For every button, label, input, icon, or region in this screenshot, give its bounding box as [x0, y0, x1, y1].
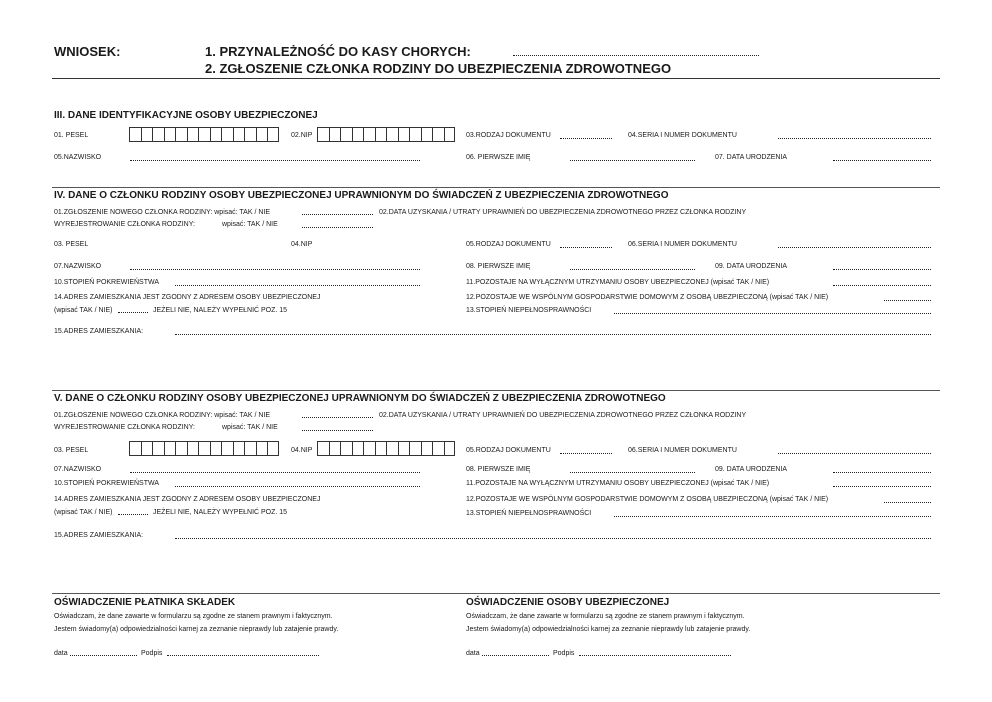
s5-dependent-field[interactable] [833, 486, 931, 487]
s4-deregistration-label: WYREJESTROWANIE CZŁONKA RODZINY: [54, 221, 195, 228]
kasa-chorych-field[interactable] [513, 55, 759, 56]
s5-doc-number-field[interactable] [778, 453, 931, 454]
s5-kinship-field[interactable] [175, 486, 420, 487]
s3-birth-date-field[interactable] [833, 160, 931, 161]
s4-new-member-label: 01.ZGŁOSZENIE NOWEGO CZŁONKA RODZINY: wpisać: TAK / NIE [54, 209, 271, 216]
insured-declaration-title: OŚWIADCZENIE OSOBY UBEZPIECZONEJ [466, 597, 670, 608]
s4-surname-label: 07.NAZWISKO [54, 263, 102, 270]
section-3-title: III. DANE IDENTYFIKACYJNE OSOBY UBEZPIECZONEJ [54, 110, 318, 121]
s4-household-field[interactable] [884, 300, 931, 301]
s3-birth-date-label: 07. DATA URODZENIA [715, 154, 788, 161]
s4-doc-number-field[interactable] [778, 247, 931, 248]
s4-address-hint2: JEŻELI NIE, NALEŻY WYPEŁNIĆ POZ. 15 [153, 307, 288, 314]
section-5-rule [52, 390, 940, 391]
s5-address-hint2: JEŻELI NIE, NALEŻY WYPEŁNIĆ POZ. 15 [153, 509, 288, 516]
s5-dependent-label: 11.POZOSTAJE NA WYŁĄCZNYM UTRZYMANIU OSOBY UBEZPIECZONEJ (wpisać TAK / NIE) [466, 480, 770, 487]
header-title-2: 2. ZGŁOSZENIE CZŁONKA RODZINY DO UBEZPIECZENIA ZDROWOTNEGO [205, 61, 672, 76]
s5-surname-label: 07.NAZWISKO [54, 466, 102, 473]
insured-declaration-line2: Jestem świadomy(a) odpowiedzialności karnej za zeznanie nieprawdy lub zatajenie prawdy. [466, 626, 751, 633]
s5-deregistration-hint: wpisać: TAK / NIE [222, 424, 278, 431]
s5-deregistration-field[interactable] [302, 430, 373, 431]
section-4-title: IV. DANE O CZŁONKU RODZINY OSOBY UBEZPIECZONEJ UPRAWNIONYM DO ŚWIADCZEŃ Z UBEZPIECZENIA ZDROWOTNEGO [54, 190, 669, 201]
s4-surname-field[interactable] [130, 269, 420, 270]
payer-declaration-line2: Jestem świadomy(a) odpowiedzialności karnej za zeznanie nieprawdy lub zatajenie prawdy. [54, 626, 339, 633]
insured-date-label: data [466, 650, 480, 657]
s5-address-match-label: 14.ADRES ZAMIESZKANIA JEST ZGODNY Z ADRESEM OSOBY UBEZPIECZONEJ [54, 496, 321, 503]
s4-address-match-label: 14.ADRES ZAMIESZKANIA JEST ZGODNY Z ADRESEM OSOBY UBEZPIECZONEJ [54, 294, 321, 301]
s4-disability-label: 13.STOPIEŃ NIEPEŁNOSPRAWNOŚCI [466, 307, 592, 314]
s5-rights-date-label: 02.DATA UZYSKANIA / UTRATY UPRAWNIEŃ DO UBEZPIECZENIA ZDROWOTNEGO PRZEZ CZŁONKA RODZINY [379, 412, 747, 419]
s4-address-field[interactable] [175, 334, 931, 335]
s4-address-label: 15.ADRES ZAMIESZKANIA: [54, 328, 144, 335]
s5-nip-label: 04.NIP [291, 447, 313, 454]
s3-surname-label: 05.NAZWISKO [54, 154, 102, 161]
s4-address-match-field[interactable] [118, 312, 148, 313]
s4-deregistration-hint: wpisać: TAK / NIE [222, 221, 278, 228]
s4-new-member-field[interactable] [302, 214, 373, 215]
s5-address-hint1: (wpisać TAK / NIE) [54, 509, 113, 516]
s5-disability-field[interactable] [614, 516, 931, 517]
s5-surname-field[interactable] [130, 472, 420, 473]
declarations-rule [52, 593, 940, 594]
s5-address-label: 15.ADRES ZAMIESZKANIA: [54, 532, 144, 539]
s5-birth-date-field[interactable] [833, 472, 931, 473]
insured-signature-field[interactable] [579, 655, 731, 656]
s5-new-member-field[interactable] [302, 417, 373, 418]
insured-declaration-line1: Oświadczam, że dane zawarte w formularzu są zgodne ze stanem prawnym i faktycznym. [466, 613, 745, 620]
s4-first-name-label: 08. PIERWSZE IMIĘ [466, 263, 531, 270]
s3-surname-field[interactable] [130, 160, 420, 161]
s5-doc-number-label: 06.SERIA I NUMER DOKUMENTU [628, 447, 737, 454]
s5-doc-type-field[interactable] [560, 453, 612, 454]
section-4-rule [52, 187, 940, 188]
s3-doc-type-label: 03.RODZAJ DOKUMENTU [466, 132, 551, 139]
s4-kinship-label: 10.STOPIEŃ POKREWIEŃSTWA [54, 279, 160, 286]
s3-doc-number-label: 04.SERIA I NUMER DOKUMENTU [628, 132, 737, 139]
s3-first-name-label: 06. PIERWSZE IMIĘ [466, 154, 531, 161]
s4-doc-type-label: 05.RODZAJ DOKUMENTU [466, 241, 551, 248]
s5-nip-boxes[interactable] [317, 441, 455, 456]
s4-doc-type-field[interactable] [560, 247, 612, 248]
s4-kinship-field[interactable] [175, 285, 420, 286]
s3-doc-number-field[interactable] [778, 138, 931, 139]
s5-first-name-label: 08. PIERWSZE IMIĘ [466, 466, 531, 473]
payer-declaration-line1: Oświadczam, że dane zawarte w formularzu są zgodne ze stanem prawnym i faktycznym. [54, 613, 333, 620]
s3-pesel-label: 01. PESEL [54, 132, 89, 139]
s4-birth-date-label: 09. DATA URODZENIA [715, 263, 788, 270]
s5-first-name-field[interactable] [570, 472, 695, 473]
s4-deregistration-field[interactable] [302, 227, 373, 228]
s5-address-field[interactable] [175, 538, 931, 539]
s4-rights-date-label: 02.DATA UZYSKANIA / UTRATY UPRAWNIEŃ DO UBEZPIECZENIA ZDROWOTNEGO PRZEZ CZŁONKA RODZINY [379, 209, 747, 216]
s5-pesel-label: 03. PESEL [54, 447, 89, 454]
s3-nip-boxes[interactable] [317, 127, 455, 142]
form-label: WNIOSEK: [54, 44, 121, 59]
s3-first-name-field[interactable] [570, 160, 695, 161]
s5-birth-date-label: 09. DATA URODZENIA [715, 466, 788, 473]
header-title-1: 1. PRZYNALEŻNOŚĆ DO KASY CHORYCH: [205, 44, 471, 59]
s5-disability-label: 13.STOPIEŃ NIEPEŁNOSPRAWNOŚCI [466, 510, 592, 517]
s4-birth-date-field[interactable] [833, 269, 931, 270]
s4-pesel-label: 03. PESEL [54, 241, 89, 248]
s4-nip-label: 04.NIP [291, 241, 313, 248]
payer-date-field[interactable] [70, 655, 137, 656]
s4-dependent-field[interactable] [833, 285, 931, 286]
s3-nip-label: 02.NIP [291, 132, 313, 139]
section-5-title: V. DANE O CZŁONKU RODZINY OSOBY UBEZPIECZONEJ UPRAWNIONYM DO ŚWIADCZEŃ Z UBEZPIECZENIA ZDROWOTNEGO [54, 393, 666, 404]
s3-pesel-boxes[interactable] [129, 127, 279, 142]
s4-disability-field[interactable] [614, 313, 931, 314]
header-rule [52, 78, 940, 79]
s5-household-label: 12.POZOSTAJE WE WSPÓLNYM GOSPODARSTWIE DOMOWYM Z OSOBĄ UBEZPIECZONĄ (wpisać TAK / NIE) [466, 496, 829, 503]
s4-dependent-label: 11.POZOSTAJE NA WYŁĄCZNYM UTRZYMANIU OSOBY UBEZPIECZONEJ (wpisać TAK / NIE) [466, 279, 770, 286]
s4-doc-number-label: 06.SERIA I NUMER DOKUMENTU [628, 241, 737, 248]
payer-date-label: data [54, 650, 68, 657]
payer-declaration-title: OŚWIADCZENIE PŁATNIKA SKŁADEK [54, 597, 236, 608]
s5-deregistration-label: WYREJESTROWANIE CZŁONKA RODZINY: [54, 424, 195, 431]
s5-doc-type-label: 05.RODZAJ DOKUMENTU [466, 447, 551, 454]
insured-sign-label: Podpis [553, 650, 575, 657]
payer-sign-label: Podpis [141, 650, 163, 657]
s5-kinship-label: 10.STOPIEŃ POKREWIEŃSTWA [54, 480, 160, 487]
s5-household-field[interactable] [884, 502, 931, 503]
insured-date-field[interactable] [482, 655, 549, 656]
s5-pesel-boxes[interactable] [129, 441, 279, 456]
s4-address-hint1: (wpisać TAK / NIE) [54, 307, 113, 314]
s5-new-member-label: 01.ZGŁOSZENIE NOWEGO CZŁONKA RODZINY: wpisać: TAK / NIE [54, 412, 271, 419]
payer-signature-field[interactable] [167, 655, 319, 656]
s5-address-match-field[interactable] [118, 514, 148, 515]
s3-doc-type-field[interactable] [560, 138, 612, 139]
s4-first-name-field[interactable] [570, 269, 695, 270]
s4-household-label: 12.POZOSTAJE WE WSPÓLNYM GOSPODARSTWIE DOMOWYM Z OSOBĄ UBEZPIECZONĄ (wpisać TAK / NIE) [466, 294, 829, 301]
